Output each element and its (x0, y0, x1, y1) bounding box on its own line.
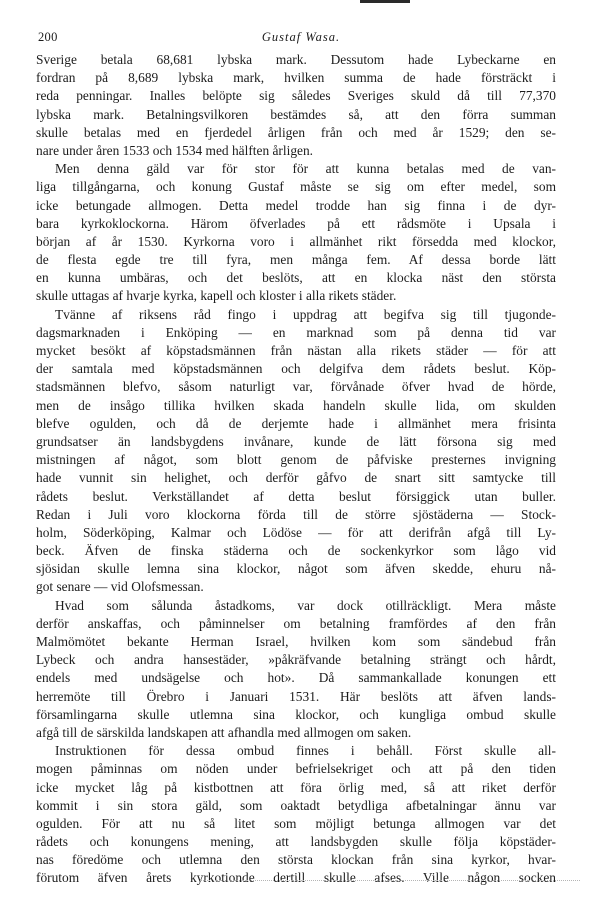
text-line: stadsmännen blefvo, såsom naturligt var, förvånade öfver hvad de hörde, (36, 379, 556, 395)
text-line: mistningen af något, som blott genom de påfviske presternes invigning (36, 452, 556, 468)
page-number: 200 (38, 30, 58, 44)
text-line: skulle uttagas af hvarje kyrka, kapell och kloster i alla rikets städer. (36, 288, 397, 304)
scan-artifact-top (360, 0, 410, 3)
text-line: en kunna umbäras, och det beslöts, att en klocka näst den största (36, 270, 556, 286)
text-line: dagsmarknaden i Enköping — en marknad som på denna tid var (36, 324, 556, 340)
text-line: got senare — vid Olofsmessan. (36, 579, 204, 595)
text-line: mogen påminnas om nöden under befrielsekriget och att på den tiden (36, 761, 556, 777)
text-line: holm, Söderköping, Kalmar och Lödöse — för att derifrån afgå till Ly- (36, 524, 556, 540)
text-line: nare under åren 1533 och 1534 med hälften årligen. (36, 142, 314, 158)
text-line: icke betungade allmogen. Detta medel trodde han sig finna i de dyr- (36, 197, 556, 213)
text-line: Hvad som sålunda åstadkoms, var dock otillräckligt. Mera måste (55, 597, 556, 613)
text-line: rådets beslut. Verkställandet af detta beslut försiggick utan buller. (36, 488, 556, 504)
text-line: Instruktionen för dessa ombud finnes i behåll. Först skulle all- (55, 743, 556, 759)
text-line: Redan i Juli voro klockorna förda till de större sjöstäderna — Stock- (36, 506, 556, 522)
text-line: mycket besökt af köpstadsmännen från nästan alla rikets städer — för att (36, 343, 556, 358)
text-line: Malmömötet bekante Herman Israel, hvilken kom som sändebud från (36, 634, 556, 649)
text-line: nas föredöme och utlemna den största klockan från sina kyrkor, hvar- (36, 852, 556, 868)
text-line: fordran på 8,689 lybska mark, hvilken summa de hade försträckt i (36, 70, 556, 86)
text-line: skulle betalas med en fjerdedel årligen från och med år 1529; den se- (36, 124, 556, 140)
running-title: Gustaf Wasa. (261, 30, 341, 44)
text-line: der samtala med köpstadsmännen och delgifva dem rådets beslut. Köp- (36, 361, 556, 377)
scan-artifact-bottom (200, 880, 580, 882)
text-line: icke mycket låg på kistbottnen att föra örlig med, så att riket derför (36, 779, 556, 795)
text-line: lybska mark. Betalningsvilkoren bestämdes så, att den förra summan (36, 106, 556, 122)
body-text (36, 51, 556, 888)
text-line: afgå till de särskilda landskapen att afhandla med allmogen om saken. (36, 724, 412, 740)
text-line: Tvänne af riksens råd fingo i uppdrag att begifva sig till tjugonde- (55, 306, 556, 322)
text-line: blefve ogulden, och då de derjemte hade i allmänhet mera frisinta (36, 415, 556, 431)
text-line: liga tillgångarna, och konung Gustaf måste se sig om efter medel, som (36, 179, 556, 195)
text-line: Sverige betala 68,681 lybska mark. Dessutom hade Lybeckarne en (36, 52, 556, 67)
text-line: de flesta egde tre till fyra, men många fem. Af dessa borde lätt (36, 252, 556, 268)
text-line: början af år 1530. Kyrkorna voro i allmänhet rikt försedda med klockor, (36, 233, 556, 249)
text-line: men de insågo tillika hvilken skada handeln skulle lida, om skulden (36, 397, 556, 413)
text-line: Lybeck och andra hansestäder, »påkräfvande betalning strängt och hårdt, (36, 652, 556, 668)
text-line: derför anskaffas, och påminnelser om betalning framfördes af den från (36, 615, 556, 631)
text-line: Men denna gäld var för stor för att kunna betalas med de van- (55, 161, 556, 177)
text-line: ogulden. För att nu så litet som möjligt betunga allmogen var det (36, 815, 556, 831)
text-line: bara kyrkoklockorna. Härom öfverlades på ett rådsmöte i Upsala i (36, 215, 556, 231)
text-line: sjösidan skulle lemna sina klockor, något som äfven skedde, ehuru nå- (36, 561, 556, 577)
text-line: endels med undsägelse och hot». Då sammankallade konungen ett (36, 670, 556, 686)
text-line: rådets och konungens mening, att landsbygden skulle följa köpstäder- (36, 834, 556, 850)
text-line: förutom äfven årets kyrkotionde dertill skulle afses. Ville någon socken (36, 870, 556, 886)
text-line: kommit i sin stora gäld, som oaktadt betydliga afbetalningar ännu var (36, 797, 556, 813)
text-line: hade vunnit sin helighet, och derför gåfvo de snart sitt samtycke till (36, 470, 556, 486)
text-line: beck. Äfven de finska städerna och de sockenkyrkor som lågo vid (36, 543, 556, 559)
text-line: reda penningar. Inalles belöpte sig således Sveriges skuld då till 77,370 (36, 88, 556, 104)
text-line: församlingarna skulle utlemna sina klockor, och kungliga ombud skulle (36, 706, 556, 722)
page-header (38, 30, 564, 46)
text-line: herremöte till Örebro i Januari 1531. Här beslöts att äfven lands- (36, 688, 556, 704)
text-line: grundsatser än landsbygdens invånare, kunde de lätt försona sig med (36, 433, 556, 449)
